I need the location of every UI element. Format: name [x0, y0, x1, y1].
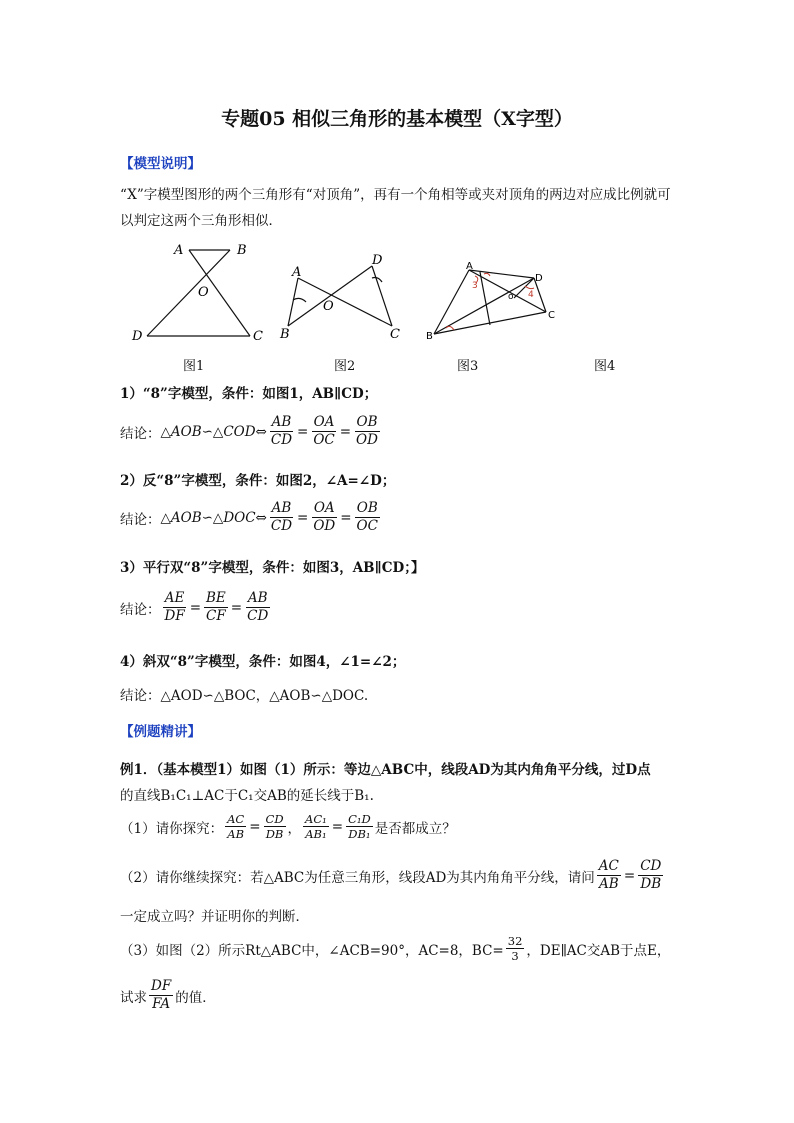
fig3-angle-4: 4	[528, 290, 534, 300]
fig3-label-b: B	[426, 331, 433, 342]
figure-2	[288, 266, 392, 326]
fig2-label-o: O	[323, 299, 334, 314]
model-3-heading: 3）平行双“8”字模型，条件：如图3，AB∥CD；】	[120, 560, 425, 576]
model-4-conclusion: 结论：△AOD∽△BOC，△AOB∽△DOC.	[120, 688, 369, 704]
q3-line2-suffix: 的值．	[175, 989, 216, 1006]
m1-frac-2: $\frac{OA}{OC}$	[313, 414, 335, 448]
fig1-label-a: A	[174, 243, 184, 258]
model-2-triangles: △AOB∽△DOC⇔	[160, 509, 267, 526]
fig1-label-c: C	[253, 329, 263, 344]
question-3	[120, 934, 670, 963]
q3-suffix: ，DE∥AC交AB于点E，	[526, 942, 671, 959]
q1-prefix: （1）请你探究：	[120, 820, 224, 837]
q3-frac-bc: $\frac{32}{3}$	[507, 934, 523, 963]
fig3-label-c: C	[548, 310, 555, 321]
model-4-heading: 4）斜双“8”字模型，条件：如图4，∠1=∠2；	[120, 654, 406, 670]
model-3-conclusion-label: 结论：	[120, 601, 161, 618]
page-title: 专题05 相似三角形的基本模型（X字型）	[221, 108, 573, 130]
section-examples: 【例题精讲】	[120, 724, 201, 740]
q2-frac-2: $\frac{CD}{DB}$	[640, 858, 662, 892]
model-1-heading: 1）“8”字模型，条件：如图1，AB∥CD；	[120, 386, 378, 402]
fig2-label-c: C	[390, 327, 400, 342]
q3-line2-prefix: 试求	[120, 989, 147, 1006]
model-1-conclusion-label: 结论：	[120, 425, 161, 442]
model-1-formula: △AOB∽△COD⇔ $\frac{AB}{CD}$ = $\frac{OA}{OC}$ = $\frac{OB}{OD}$	[160, 414, 378, 448]
m1-frac-1: $\frac{AB}{CD}$	[270, 414, 293, 448]
fig3-label-o: o	[508, 292, 514, 302]
q2-prefix: （2）请你继续探究：若△ABC为任意三角形，线段AD为其内角角平分线，请问	[120, 869, 595, 886]
q1-frac-3: $\frac{\text{AC₁}}{\text{AB₁}}$	[305, 812, 327, 841]
fig1-label-b: B	[237, 243, 247, 258]
intro-paragraph: “X”字模型图形的两个三角形有“对顶角”，再有一个角相等或夹对顶角的两边对应成比例就可以判定这两个三角形相似．	[120, 187, 671, 229]
model-1-conclusion	[120, 414, 382, 449]
m3-frac-2: $\frac{BE}{CF}$	[206, 590, 226, 624]
fig3-angle-3: 3	[472, 281, 478, 291]
figures-row	[120, 238, 660, 350]
q1-frac-4: $\frac{\text{C₁D}}{\text{DB₁}}$	[348, 812, 371, 841]
fig1-label-o: O	[198, 285, 209, 300]
m2-frac-3: $\frac{OB}{OC}$	[356, 500, 378, 534]
fig1-label-d: D	[132, 329, 143, 344]
q3-frac-df-fa: $\frac{DF}{FA}$	[151, 978, 172, 1012]
m2-frac-2: $\frac{OA}{OD}$	[313, 500, 336, 534]
q1-frac-2: $\frac{CD}{DB}$	[265, 812, 284, 841]
caption-fig2: 图2	[334, 359, 356, 374]
model-2-formula: △AOB∽△DOC⇔ $\frac{AB}{CD}$ = $\frac{OA}{OD}$ = $\frac{OB}{OC}$	[160, 500, 378, 534]
fig2-label-a: A	[292, 265, 302, 280]
caption-fig3: 图3	[457, 359, 479, 374]
model-2-conclusion-label: 结论：	[120, 511, 161, 528]
question-2: （2）请你继续探究：若△ABC为任意三角形，线段AD为其内角角平分线，请问 $\frac{AC}{AB}$ = $\frac{CD}{DB}$	[120, 858, 662, 892]
section-model: 【模型说明】	[120, 156, 201, 172]
model-3-conclusion	[120, 590, 272, 625]
q3-prefix: （3）如图（2）所示Rt△ABC中，∠ACB=90°，AC=8，BC=	[120, 942, 504, 959]
fig2-label-b: B	[280, 327, 290, 342]
caption-fig1: 图1	[183, 359, 205, 374]
model-1-triangles: △AOB∽△COD⇔	[160, 423, 267, 440]
question-2-line2: 一定成立吗？并证明你的判断．	[120, 909, 309, 925]
fig2-label-d: D	[372, 253, 383, 268]
caption-fig4: 图4	[594, 359, 616, 374]
example-1-line1: 例1．（基本模型1）如图（1）所示：等边△ABC中，线段AD为其内角角平分线，过D点	[120, 762, 651, 778]
q1-frac-1: $\frac{AC}{AB}$	[227, 812, 245, 841]
question-3-line2	[120, 978, 216, 1013]
m1-frac-3: $\frac{OB}{OD}$	[356, 414, 378, 448]
m2-frac-1: $\frac{AB}{CD}$	[270, 500, 293, 534]
example-1-line2: 的直线B₁C₁⊥AC于C₁交AB的延长线于B₁.	[120, 788, 374, 804]
model-3-formula: $\frac{AE}{DF}$ = $\frac{BE}{CF}$ = $\frac{AB}{CD}$	[164, 590, 269, 624]
figure-3	[434, 270, 546, 334]
model-2-heading: 2）反“8”字模型，条件：如图2，∠A=∠D；	[120, 473, 396, 489]
question-1: （1）请你探究： $\frac{AC}{AB}$ = $\frac{CD}{DB}$ ， $\frac{\text{AC₁}}{\text{AB₁}}$ = $\frac{\text{C₁D}}{\text{DB₁}}$ 是否都成立？	[120, 812, 456, 841]
q1-separator: ，	[287, 820, 302, 837]
fig3-label-d: D	[535, 273, 543, 284]
q1-suffix: 是否都成立？	[374, 820, 456, 837]
q2-frac-1: $\frac{AC}{AB}$	[598, 858, 619, 892]
m3-frac-1: $\frac{AE}{DF}$	[164, 590, 185, 624]
m3-frac-3: $\frac{AB}{CD}$	[247, 590, 269, 624]
fig3-label-a: A	[466, 261, 473, 272]
model-2-conclusion	[120, 500, 382, 535]
